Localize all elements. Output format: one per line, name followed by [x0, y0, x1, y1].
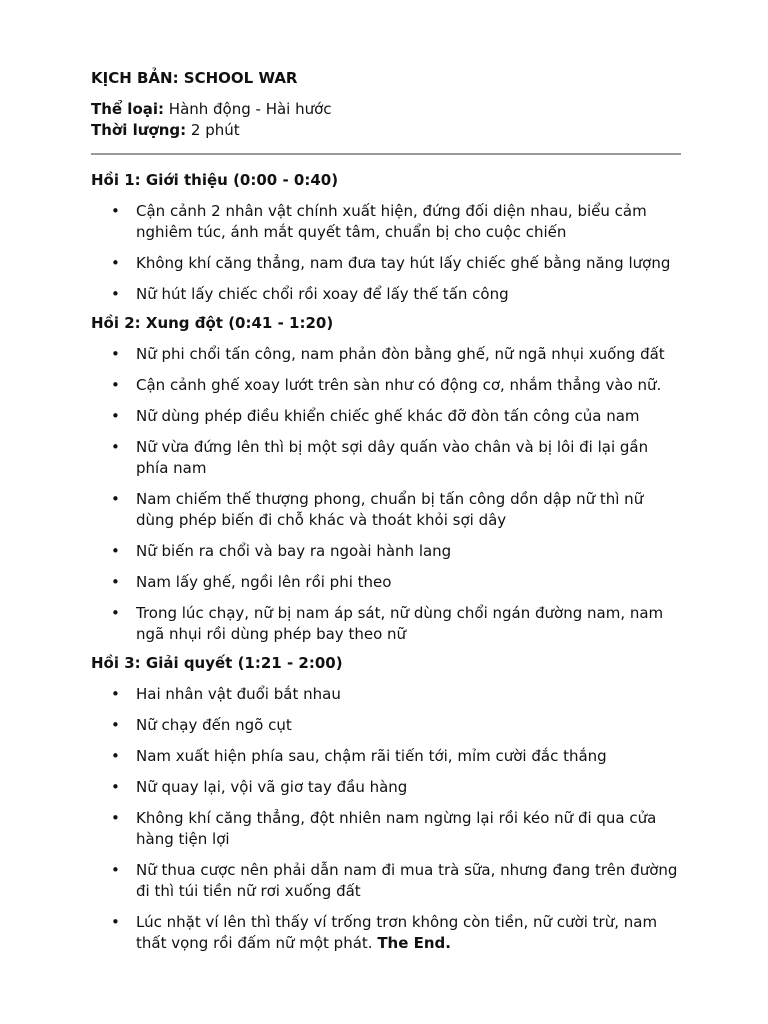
list-item-text: Nữ hút lấy chiếc chổi rồi xoay để lấy thế tấn công — [136, 285, 509, 303]
list-item — [91, 375, 681, 396]
list-item — [91, 912, 681, 954]
act-2-list — [91, 344, 681, 645]
list-item-text: Nữ chạy đến ngõ cụt — [136, 716, 292, 734]
document-title: KỊCH BẢN: SCHOOL WAR — [91, 69, 298, 87]
list-item — [91, 603, 681, 645]
list-item — [91, 489, 681, 531]
list-item-text: Nữ dùng phép điều khiển chiếc ghế khác đỡ đòn tấn công của nam — [136, 407, 640, 425]
duration-line — [91, 120, 681, 141]
bullet-icon: • — [111, 747, 120, 765]
bullet-icon: • — [111, 809, 120, 827]
list-item-text: Nữ biến ra chổi và bay ra ngoài hành lang — [136, 542, 452, 560]
act-1-heading: Hồi 1: Giới thiệu (0:00 - 0:40) — [91, 171, 339, 189]
bullet-icon: • — [111, 376, 120, 394]
list-item — [91, 201, 681, 243]
bullet-icon: • — [111, 778, 120, 796]
list-item-text: Nam lấy ghế, ngồi lên rồi phi theo — [136, 573, 392, 591]
bullet-icon: • — [111, 490, 120, 508]
list-item — [91, 715, 681, 736]
list-item-text: Hai nhân vật đuổi bắt nhau — [136, 685, 341, 703]
list-item — [91, 746, 681, 767]
bullet-icon: • — [111, 542, 120, 560]
list-item-text: Nam xuất hiện phía sau, chậm rãi tiến tới, mỉm cười đắc thắng — [136, 747, 607, 765]
bullet-icon: • — [111, 285, 120, 303]
bullet-icon: • — [111, 913, 120, 931]
list-item-text: Lúc nhặt ví lên thì thấy ví trống trơn không còn tiền, nữ cười trừ, nam thất vọng rồi đấm nữ một phát. — [136, 913, 658, 952]
bullet-icon: • — [111, 573, 120, 591]
bullet-icon: • — [111, 254, 120, 272]
bullet-icon: • — [111, 202, 120, 220]
list-item-text: Nam chiếm thế thượng phong, chuẩn bị tấn công dồn dập nữ thì nữ dùng phép biến đi chỗ khác và thoát khỏi sợi dây — [136, 490, 644, 529]
list-item — [91, 860, 681, 902]
list-item-text: Trong lúc chạy, nữ bị nam áp sát, nữ dùng chổi ngán đường nam, nam ngã nhụi rồi dùng phép bay theo nữ — [136, 604, 664, 643]
bullet-icon: • — [111, 604, 120, 622]
list-item — [91, 541, 681, 562]
duration-label: Thời lượng: — [91, 121, 187, 139]
list-item — [91, 253, 681, 274]
bullet-icon: • — [111, 861, 120, 879]
list-item-text: Nữ vừa đứng lên thì bị một sợi dây quấn vào chân và bị lôi đi lại gần phía nam — [136, 438, 649, 477]
act-3-list — [91, 684, 681, 954]
list-item — [91, 284, 681, 305]
bullet-icon: • — [111, 438, 120, 456]
list-item-text: Nữ thua cược nên phải dẫn nam đi mua trà sữa, nhưng đang trên đường đi thì túi tiền nữ rơi xuống đất — [136, 861, 678, 900]
bullet-icon: • — [111, 716, 120, 734]
list-item-text: Không khí căng thẳng, đột nhiên nam ngừng lại rồi kéo nữ đi qua cửa hàng tiện lợi — [136, 809, 657, 848]
genre-line — [91, 99, 681, 120]
script-document — [91, 68, 681, 964]
duration-value: 2 phút — [186, 121, 240, 139]
list-item — [91, 437, 681, 479]
list-item — [91, 684, 681, 705]
list-item — [91, 406, 681, 427]
genre-value: Hành động - Hài hước — [164, 100, 332, 118]
horizontal-divider — [91, 153, 681, 155]
bullet-icon: • — [111, 345, 120, 363]
list-item-text: Nữ phi chổi tấn công, nam phản đòn bằng ghế, nữ ngã nhụi xuống đất — [136, 345, 665, 363]
genre-label: Thể loại: — [91, 100, 165, 118]
act-3-heading: Hồi 3: Giải quyết (1:21 - 2:00) — [91, 654, 343, 672]
list-item — [91, 808, 681, 850]
bullet-icon: • — [111, 685, 120, 703]
list-item-text: Cận cảnh 2 nhân vật chính xuất hiện, đứng đối diện nhau, biểu cảm nghiêm túc, ánh mắt quyết tâm, chuẩn bị cho cuộc chiến — [136, 202, 647, 241]
act-1-list — [91, 201, 681, 305]
bullet-icon: • — [111, 407, 120, 425]
list-item-text: Không khí căng thẳng, nam đưa tay hút lấy chiếc ghế bằng năng lượng — [136, 254, 671, 272]
list-item-text: Cận cảnh ghế xoay lướt trên sàn như có động cơ, nhắm thẳng vào nữ. — [136, 376, 662, 394]
list-item — [91, 777, 681, 798]
list-item-text: Nữ quay lại, vội vã giơ tay đầu hàng — [136, 778, 408, 796]
the-end-label: The End. — [377, 934, 451, 952]
list-item — [91, 344, 681, 365]
act-2-heading: Hồi 2: Xung đột (0:41 - 1:20) — [91, 314, 334, 332]
list-item — [91, 572, 681, 593]
